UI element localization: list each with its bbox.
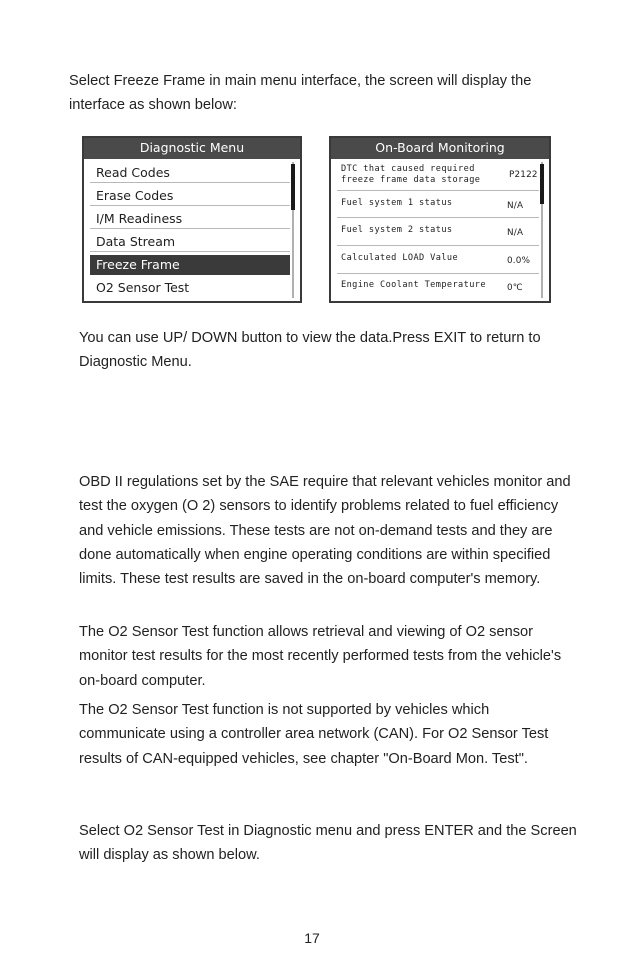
can-note-paragraph: The O2 Sensor Test function is not supported by vehicles which communicate using a controller area network (CAN). For O2 Sensor Test results of CAN-equipped vehicles, see chapter "On-Board Mon. Test".: [79, 702, 549, 767]
diagnostic-menu-title: Diagnostic Menu: [84, 138, 300, 159]
monitor-row-fuel-system-1: [337, 191, 539, 218]
menu-item-data-stream[interactable]: Data Stream: [90, 232, 290, 252]
monitor-label: Engine Coolant Temperature: [341, 280, 486, 290]
menu-item-erase-codes[interactable]: Erase Codes: [90, 186, 290, 206]
on-board-monitoring-screen: [329, 136, 551, 303]
monitor-row-fuel-system-2: [337, 218, 539, 246]
monitor-label-line2: freeze frame data storage: [341, 175, 481, 185]
monitor-value: N/A: [507, 228, 524, 238]
menu-item-freeze-frame[interactable]: Freeze Frame: [90, 255, 290, 275]
obd-regulations-text-rest: . These tests are not on-demand tests and they are done automatically when engine operating conditions are within specified limits. These test results are saved in the on-board computer's memory.: [79, 522, 553, 588]
monitor-label: Fuel system 2 status: [341, 225, 453, 235]
monitor-label: Fuel system 1 status: [341, 198, 453, 208]
monitor-row-coolant-temp: [337, 274, 539, 299]
page-number: 17: [304, 930, 320, 946]
monitor-value: 0℃: [507, 283, 523, 293]
monitor-row-calculated-load: [337, 246, 539, 274]
monitor-value: P2122: [509, 170, 538, 180]
navigation-paragraph: You can use UP/ DOWN button to view the data.Press EXIT to return to Diagnostic Menu.: [79, 330, 541, 371]
o2-function-paragraph: The O2 Sensor Test function allows retrieval and viewing of O2 sensor monitor test results for the most recently performed tests from the vehicle's on-board computer.: [79, 624, 562, 689]
diagnostic-menu-screen: [82, 136, 302, 303]
monitor-row-dtc: [337, 161, 539, 191]
monitor-label: DTC that caused required: [341, 164, 475, 174]
monitor-label: Calculated LOAD Value: [341, 253, 459, 263]
select-instruction-paragraph: Select O2 Sensor Test in Diagnostic menu and press ENTER and the Screen will display as shown below.: [79, 823, 577, 864]
menu-item-o2-sensor-test[interactable]: O2 Sensor Test: [96, 280, 190, 295]
menu-scrollbar-thumb[interactable]: [291, 164, 295, 210]
monitor-scrollbar-thumb[interactable]: [540, 164, 544, 204]
monitor-value: 0.0%: [507, 256, 531, 266]
intro-paragraph: Select Freeze Frame in main menu interface, the screen will display the interface as shown below:: [69, 73, 532, 114]
on-board-monitoring-title: On-Board Monitoring: [331, 138, 549, 159]
menu-item-im-readiness[interactable]: I/M Readiness: [90, 209, 290, 229]
obd-regulations-paragraph: [79, 470, 579, 591]
monitor-value: N/A: [507, 201, 524, 211]
menu-item-read-codes[interactable]: Read Codes: [90, 163, 290, 183]
obd-regulations-text: OBD II regulations set by the SAE require that relevant vehicles monitor and test the oxygen (O 2) sensors to identify problems related to fuel efficiency and vehicle emissions: [79, 474, 571, 539]
